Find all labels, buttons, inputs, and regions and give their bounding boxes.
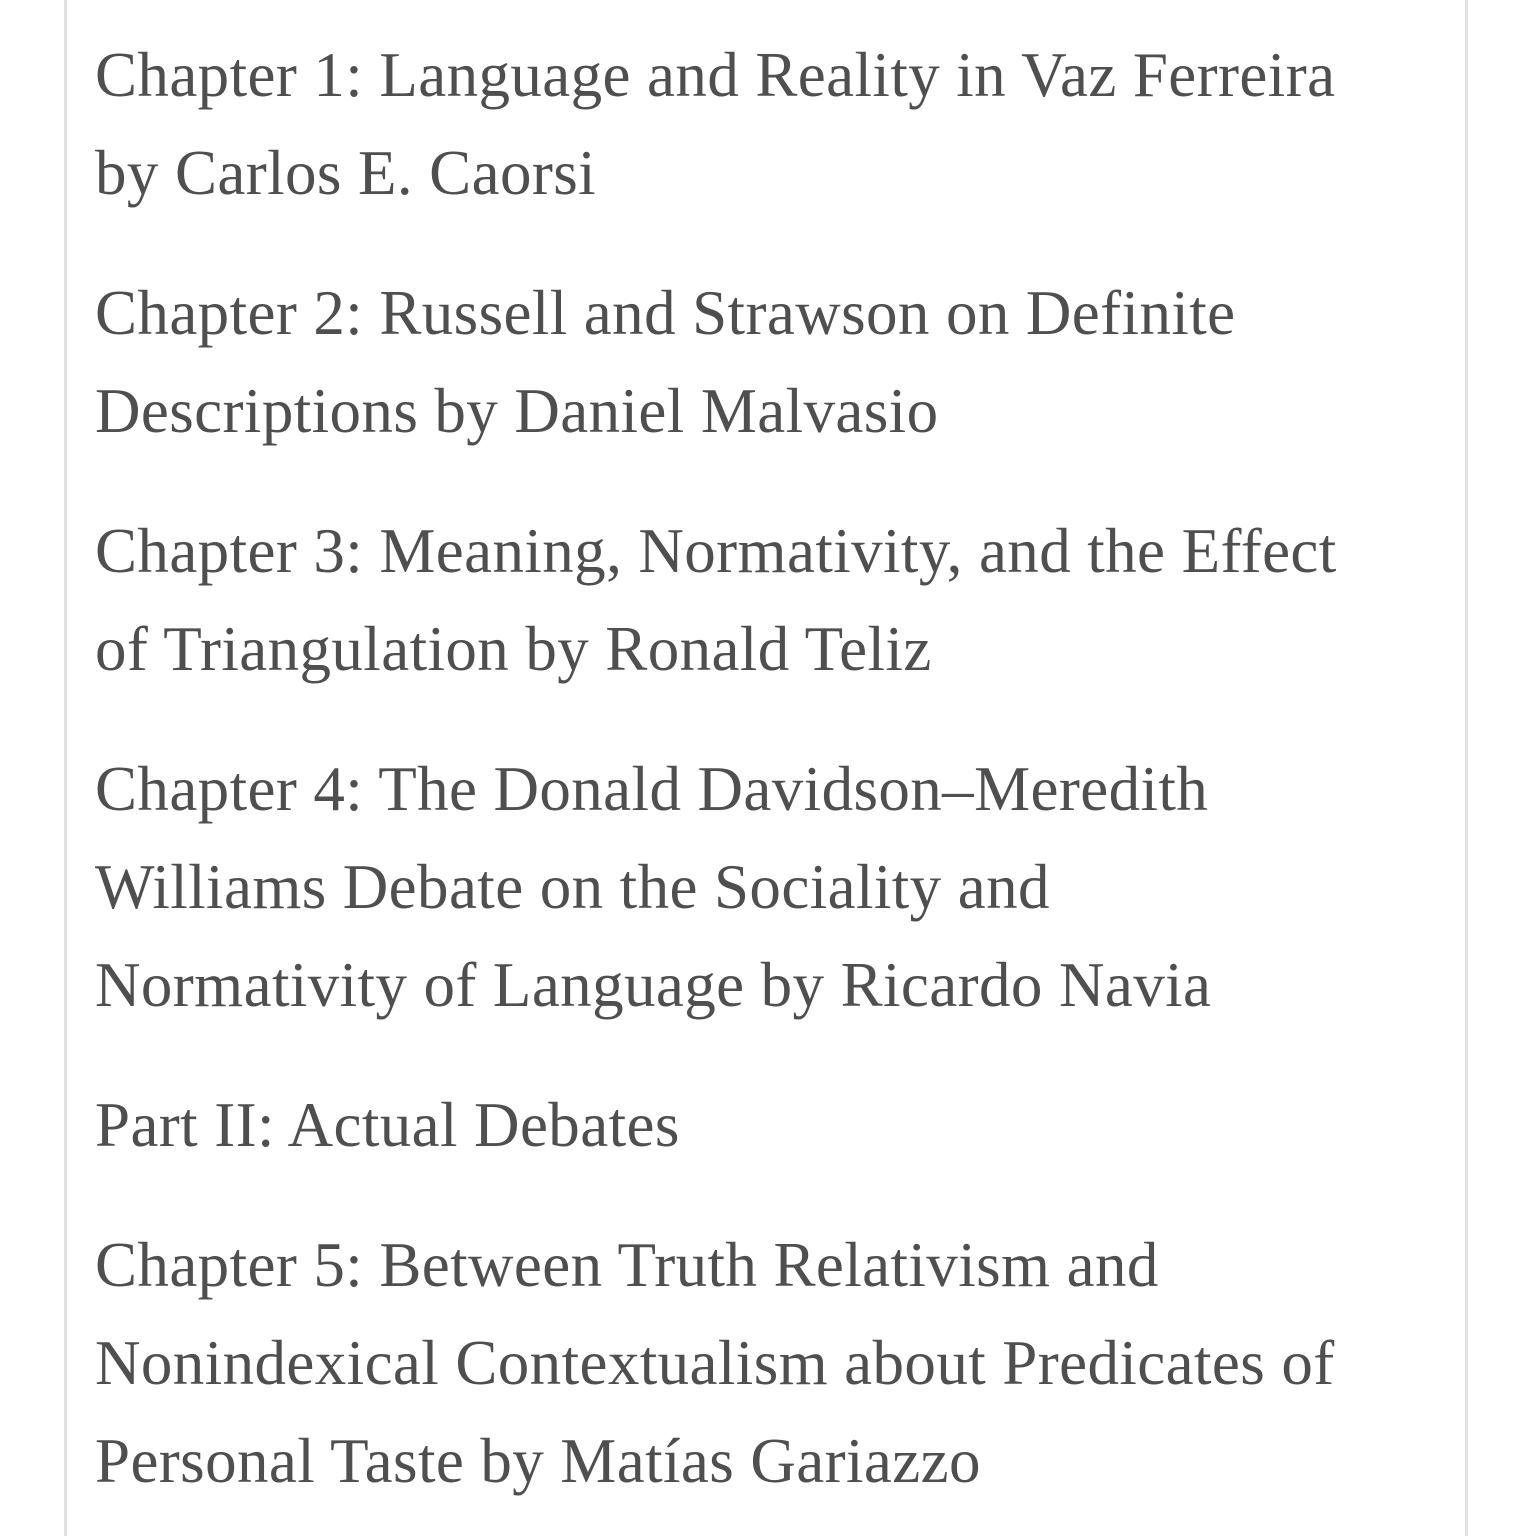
toc-entry-part-2[interactable] bbox=[95, 1076, 1495, 1174]
toc-entry-line: of Triangulation by Ronald Teliz bbox=[95, 614, 932, 684]
toc-entry-line: Chapter 3: Meaning, Normativity, and the Effect bbox=[95, 516, 1337, 586]
toc-entry-line: Chapter 2: Russell and Strawson on Definite bbox=[95, 278, 1236, 348]
toc-entry-line: Normativity of Language by Ricardo Navia bbox=[95, 950, 1212, 1020]
toc-entry-chapter-2[interactable] bbox=[95, 264, 1495, 460]
toc-entry-line: Descriptions by Daniel Malvasio bbox=[95, 376, 939, 446]
toc-entry-line: Chapter 4: The Donald Davidson–Meredith bbox=[95, 754, 1209, 824]
table-of-contents bbox=[95, 26, 1495, 1536]
toc-entry-line: Chapter 5: Between Truth Relativism and bbox=[95, 1230, 1159, 1300]
toc-entry-line: Chapter 1: Language and Reality in Vaz Ferreira bbox=[95, 40, 1336, 110]
toc-entry-chapter-1[interactable] bbox=[95, 26, 1495, 222]
toc-entry-line: Williams Debate on the Sociality and bbox=[95, 852, 1050, 922]
toc-entry-line: Personal Taste by Matías Gariazzo bbox=[95, 1426, 981, 1496]
toc-entry-chapter-4[interactable] bbox=[95, 740, 1495, 1034]
toc-entry-line: Part II: Actual Debates bbox=[95, 1090, 680, 1160]
toc-entry-chapter-3[interactable] bbox=[95, 502, 1495, 698]
toc-entry-line: by Carlos E. Caorsi bbox=[95, 138, 597, 208]
toc-entry-chapter-5[interactable] bbox=[95, 1216, 1495, 1510]
toc-entry-line: Nonindexical Contextualism about Predicates of bbox=[95, 1328, 1335, 1398]
